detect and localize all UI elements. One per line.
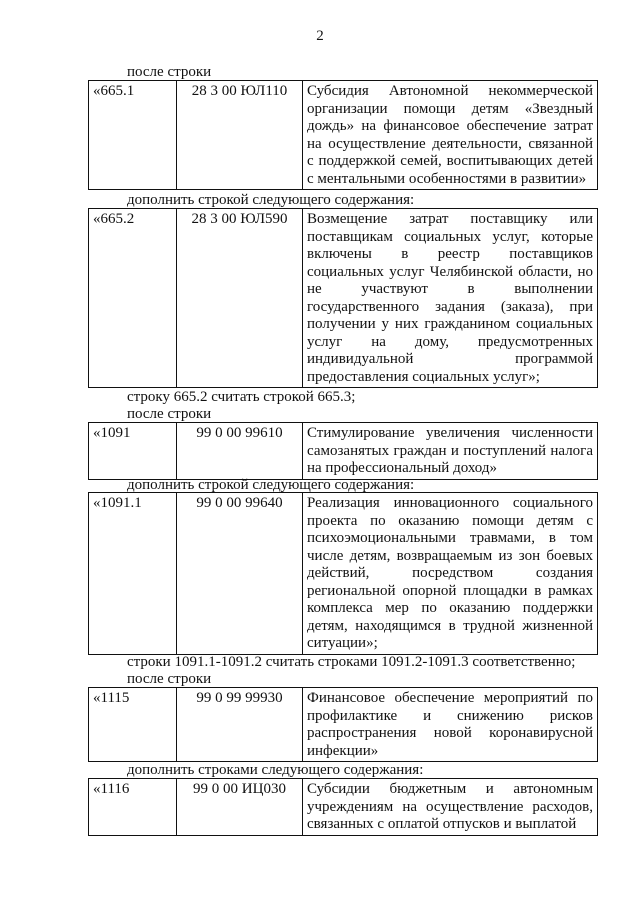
instruction-add-row: дополнить строкой следующего содержания: bbox=[127, 192, 415, 208]
instruction-after-row: после строки bbox=[127, 671, 212, 687]
instruction-add-rows: дополнить строками следующего содержания: bbox=[127, 762, 424, 778]
row-description: Субсидия Автономной некоммерческой организации помощи детям «Звездный дождь» на финансовое обеспечение затрат на осуществление деятельности, связанной с поддержкой семей, воспитывающих детей с ментальными особенностями в развитии» bbox=[303, 81, 598, 190]
row-code: 99 0 00 99610 bbox=[177, 423, 303, 480]
row-number: «665.2 bbox=[89, 209, 177, 388]
row-code: 99 0 99 99930 bbox=[177, 688, 303, 762]
row-code: 28 3 00 ЮЛ110 bbox=[177, 81, 303, 190]
instruction-add-row: дополнить строкой следующего содержания: bbox=[127, 477, 415, 493]
instruction-renumber: строку 665.2 считать строкой 665.3; bbox=[127, 389, 356, 405]
row-number: «1091 bbox=[89, 423, 177, 480]
page-number: 2 bbox=[316, 28, 324, 44]
table-row bbox=[88, 687, 598, 762]
table-row bbox=[88, 778, 598, 836]
row-description: Стимулирование увеличения численности самозанятых граждан и поступлений налога на профессиональный доход» bbox=[303, 423, 598, 480]
row-number: «1091.1 bbox=[89, 493, 177, 655]
row-code: 99 0 00 ИЦ030 bbox=[177, 779, 303, 836]
instruction-after-row: после строки bbox=[127, 64, 212, 80]
row-code: 28 3 00 ЮЛ590 bbox=[177, 209, 303, 388]
row-description: Возмещение затрат поставщику или поставщикам социальных услуг, которые включены в реестр поставщиков социальных услуг Челябинской области, но не участвуют в выполнении государственного задания (заказа), при получении у них гражданином социальных услуг на дому, предусмотренных индивидуальной программой предоставления социальных услуг»; bbox=[303, 209, 598, 388]
row-number: «1116 bbox=[89, 779, 177, 836]
row-code: 99 0 00 99640 bbox=[177, 493, 303, 655]
instruction-renumber: строки 1091.1-1091.2 считать строками 1091.2-1091.3 соответственно; bbox=[127, 654, 576, 670]
row-number: «1115 bbox=[89, 688, 177, 762]
table-row bbox=[88, 422, 598, 480]
row-description: Финансовое обеспечение мероприятий по профилактике и снижению рисков распространения новой коронавирусной инфекции» bbox=[303, 688, 598, 762]
instruction-after-row: после строки bbox=[127, 406, 212, 422]
row-number: «665.1 bbox=[89, 81, 177, 190]
row-description: Субсидии бюджетным и автономным учреждениям на осуществление расходов, связанных с оплатой отпусков и выплатой bbox=[303, 779, 598, 836]
table-row bbox=[88, 208, 598, 388]
table-row bbox=[88, 492, 598, 655]
table-row bbox=[88, 80, 598, 190]
row-description: Реализация инновационного социального проекта по оказанию помощи детям с психоэмоциональными травмами, в том числе детям, возвращаемым из зон боевых действий, посредством создания региональной опорной площадки в рамках комплекса мер по оказанию поддержки детям, находящимся в трудной жизненной ситуации»; bbox=[303, 493, 598, 655]
